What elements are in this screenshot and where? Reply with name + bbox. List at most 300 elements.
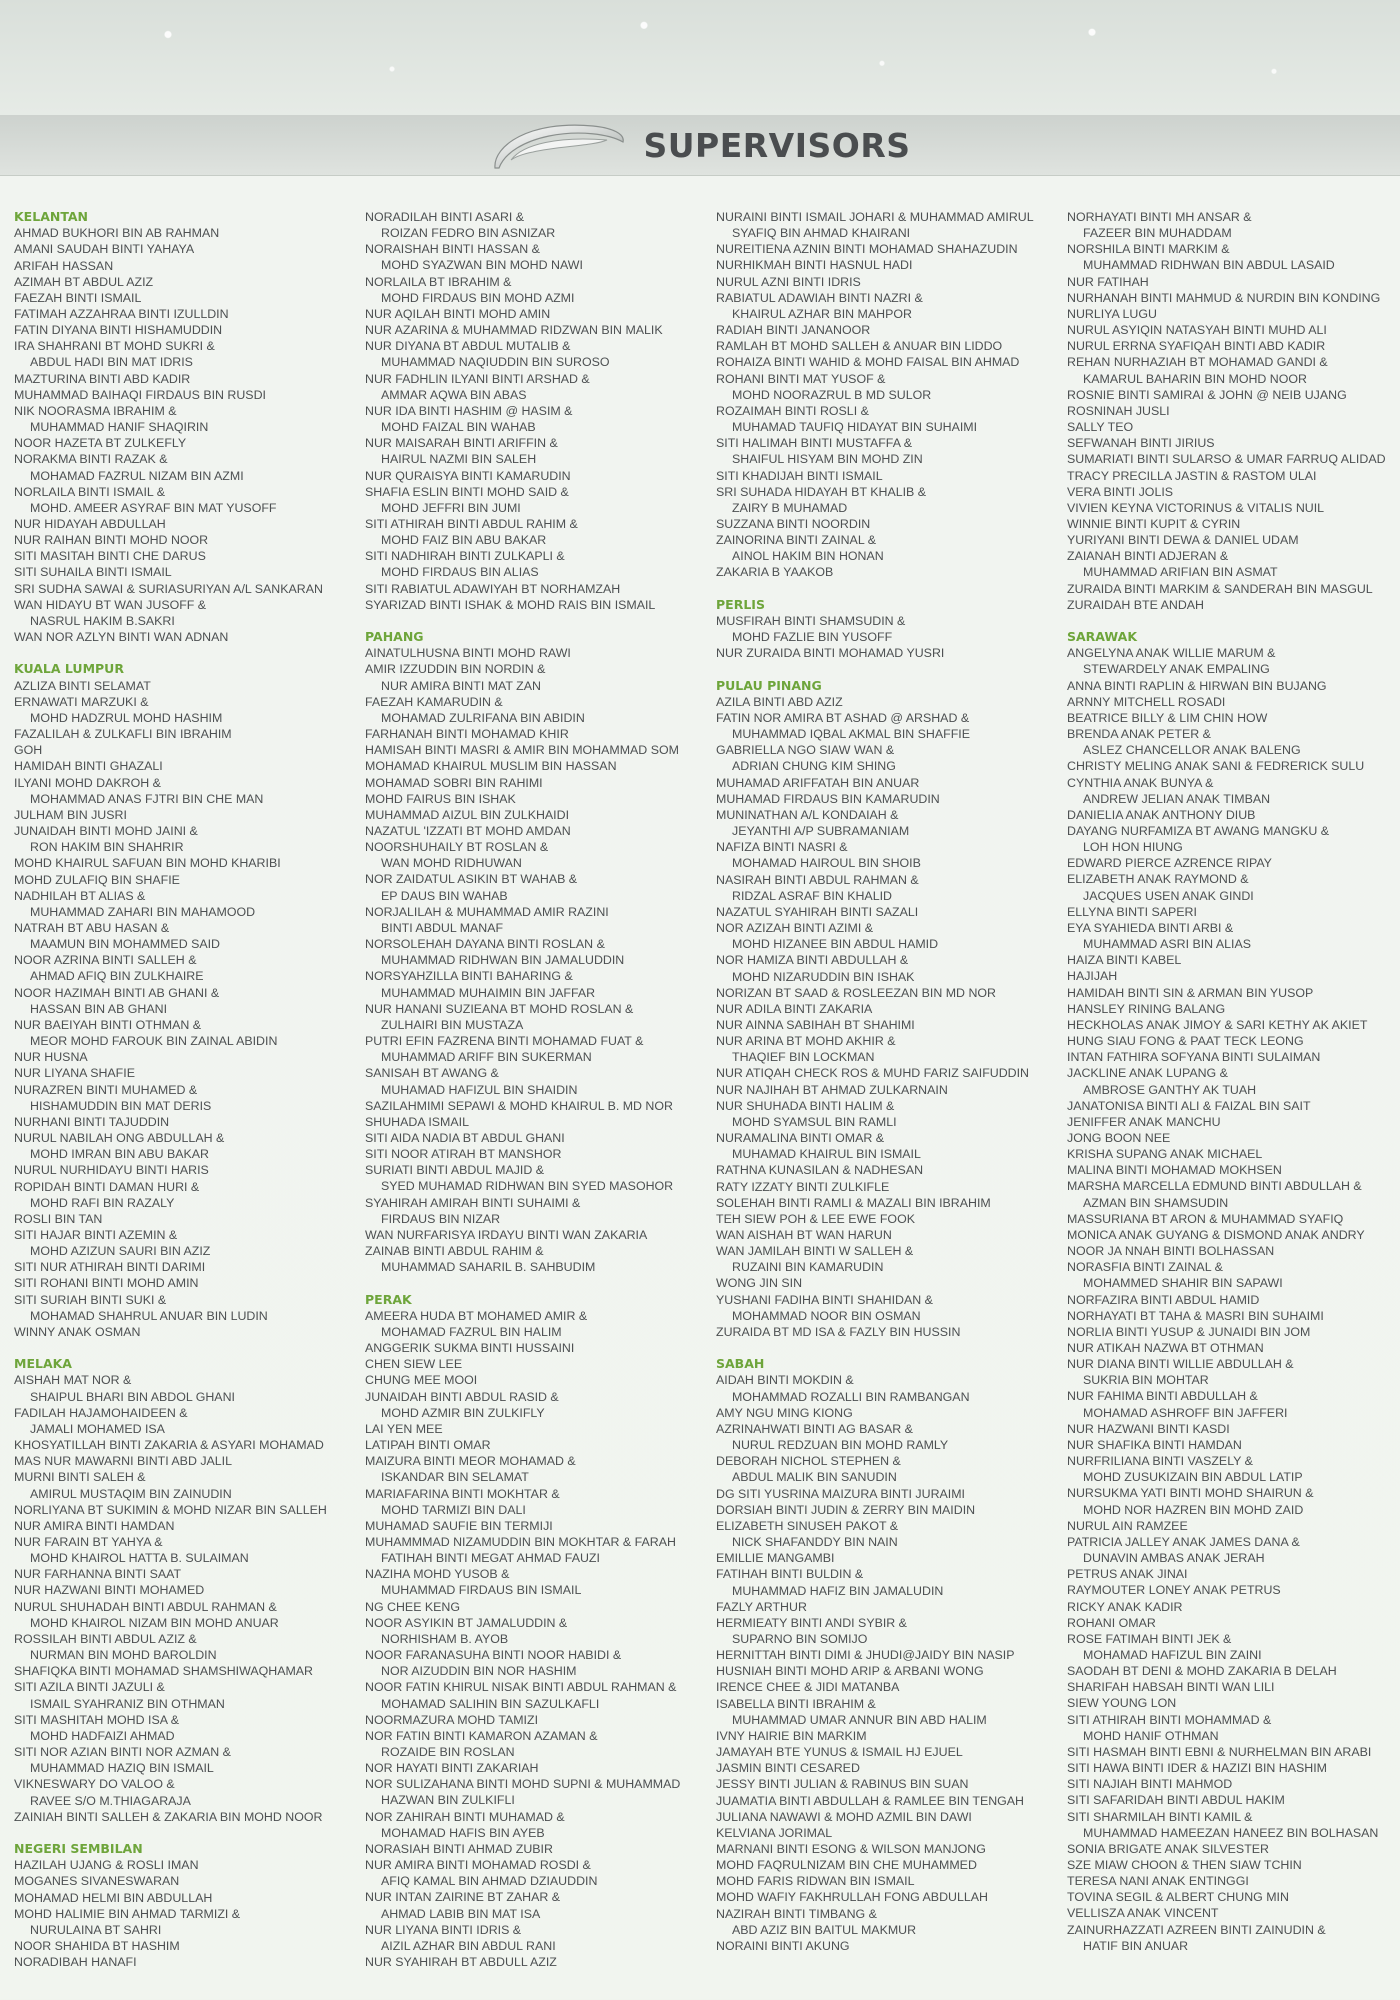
supervisor-name-line: MALINA BINTI MOHAMAD MOKHSEN (1067, 1163, 1282, 1178)
supervisor-name-line: NUR HAZWANI BINTI MOHAMED (14, 1583, 205, 1598)
supervisor-name-line: NOR FATIN BINTI KAMARON AZAMAN & (365, 1728, 598, 1743)
supervisor-name-line: AIZIL AZHAR BIN ABDUL RANI (381, 1938, 556, 1953)
supervisor-name-line: JENIFFER ANAK MANCHU (1067, 1114, 1221, 1129)
supervisor-name-line: ISABELLA BINTI IBRAHIM & (716, 1696, 876, 1711)
supervisor-name-line: MUHAMMAD ARIFF BIN SUKERMAN (381, 1050, 592, 1065)
supervisor-name-line: KRISHA SUPANG ANAK MICHAEL (1067, 1147, 1263, 1162)
supervisor-name-line: AMMAR AQWA BIN ABAS (381, 387, 527, 402)
supervisor-name-line: NUR ADILA BINTI ZAKARIA (716, 1001, 873, 1016)
supervisor-name-line: WAN AISHAH BT WAN HARUN (716, 1228, 892, 1242)
supervisor-name-line: NURUL SHUHADAH BINTI ABDUL RAHMAN & (14, 1599, 277, 1614)
supervisor-name-line: EYA SYAHIEDA BINTI ARBI & (1067, 920, 1234, 935)
supervisor-name-line: SALLY TEO (1067, 420, 1134, 435)
supervisor-name-line: SUMARIATI BINTI SULARSO & UMAR FARRUQ ALIDAD (1067, 452, 1386, 467)
supervisor-name-line: MOHD FAIRUS BIN ISHAK (365, 791, 516, 806)
supervisor-name-line: MOHAMAD SHAHRUL ANUAR BIN LUDIN (30, 1308, 268, 1323)
supervisor-name-line: ERNAWATI MARZUKI & (14, 694, 149, 709)
supervisor-name-line: NG CHEE KENG (365, 1599, 461, 1614)
region-heading: SABAH (716, 1356, 765, 1372)
supervisor-name-line: MUHAMAD FIRDAUS BIN KAMARUDIN (716, 791, 940, 806)
supervisor-name-line: AINOL HAKIM BIN HONAN (732, 549, 884, 564)
supervisor-name-line: NUR FARAIN BT YAHYA & (14, 1535, 163, 1550)
supervisor-name-line: PUTRI EFIN FAZRENA BINTI MOHAMAD FUAT & (365, 1034, 644, 1049)
supervisor-name-line: NUR RAIHAN BINTI MOHD NOOR (14, 533, 209, 548)
supervisor-name-line: NORLAILA BINTI ISMAIL & (14, 484, 166, 499)
supervisor-name-line: NOR ZAHIRAH BINTI MUHAMAD & (365, 1809, 565, 1824)
supervisor-name-line: MOHAMAD HAIROUL BIN SHOIB (732, 856, 921, 871)
supervisor-name-line: SITI NADHIRAH BINTI ZULKAPLI & (365, 549, 565, 564)
supervisor-name-line: NUR AMIRA BINTI MOHAMAD ROSDI & (365, 1858, 591, 1873)
supervisor-name-line: IRA SHAHRANI BT MOHD SUKRI & (14, 339, 215, 354)
supervisor-name-line: CHRISTY MELING ANAK SANI & FEDRERICK SULU (1067, 759, 1365, 774)
section-gap (365, 1275, 705, 1291)
supervisor-name-line: SHAIPUL BHARI BIN ABDOL GHANI (30, 1389, 235, 1404)
supervisor-name-line: ZAIANAH BINTI ADJERAN & (1067, 549, 1229, 564)
supervisor-name-line: ISKANDAR BIN SELAMAT (381, 1470, 529, 1485)
page-header (0, 115, 1400, 176)
supervisor-name-line: SITI SUHAILA BINTI ISMAIL (14, 565, 172, 580)
supervisor-name-line: MOHD FARIS RIDWAN BIN ISMAIL (716, 1874, 915, 1889)
supervisor-name-line: NUR SYAHIRAH BT ABDULL AZIZ (365, 1955, 557, 1970)
supervisor-name-line: ROIZAN FEDRO BIN ASNIZAR (381, 226, 556, 241)
supervisor-name-line: JASMIN BINTI CESARED (716, 1761, 860, 1776)
section-gap (716, 1340, 1056, 1356)
section-gap (716, 581, 1056, 597)
supervisor-name-line: JUAMATIA BINTI ABDULLAH & RAMLEE BIN TENGAH (716, 1793, 1025, 1808)
supervisor-name-line: JACQUES USEN ANAK GINDI (1083, 888, 1254, 903)
supervisor-name-line: NURUL REDZUAN BIN MOHD RAMLY (732, 1438, 949, 1453)
supervisor-name-line: MUHAMMAD ZAHARI BIN MAHAMOOD (30, 904, 256, 919)
supervisor-name-line: ILYANI MOHD DAKROH & (14, 775, 161, 790)
supervisor-name-line: NUR LIYANA SHAFIE (14, 1066, 135, 1081)
supervisor-name-line: MAIZURA BINTI MEOR MOHAMAD & (365, 1454, 576, 1469)
supervisor-name-line: FAZEER BIN MUHADDAM (1083, 226, 1232, 241)
supervisor-name-line: WAN JAMILAH BINTI W SALLEH & (716, 1244, 914, 1259)
supervisor-name-line: MOHAMMAD ROZALLI BIN RAMBANGAN (732, 1389, 970, 1404)
supervisor-name-line: NICK SHAFANDDY BIN NAIN (732, 1535, 898, 1550)
supervisor-name-line: SRI SUDHA SAWAI & SURIASURIYAN A/L SANKARAN (14, 581, 323, 596)
supervisor-name-line: ROHANI BINTI MAT YUSOF & (716, 371, 886, 386)
supervisor-name-line: NUR ATIKAH NAZWA BT OTHMAN (1067, 1341, 1264, 1356)
supervisor-name-line: HERMIEATY BINTI ANDI SYBIR & (716, 1615, 907, 1630)
supervisor-name-line: MUHAMMAD HAZIQ BIN ISMAIL (30, 1761, 214, 1776)
supervisor-name-line: KHOSYATILLAH BINTI ZAKARIA & ASYARI MOHAMAD (14, 1438, 324, 1453)
supervisor-name-line: NUR FATIHAH (1067, 274, 1149, 289)
supervisor-name-line: SITI RABIATUL ADAWIYAH BT NORHAMZAH (365, 581, 621, 596)
supervisor-name-line: WONG JIN SIN (716, 1276, 803, 1291)
supervisor-name-line: RUZAINI BIN KAMARUDIN (732, 1260, 884, 1275)
swoosh-logo-icon (489, 116, 629, 174)
supervisor-name-line: NORLIA BINTI YUSUP & JUNAIDI BIN JOM (1067, 1324, 1311, 1339)
supervisor-name-line: MOHD HADZRUL MOHD HASHIM (30, 710, 223, 725)
supervisor-name-line: NUR HAZWANI BINTI KASDI (1067, 1421, 1230, 1436)
supervisor-name-line: ROSNIE BINTI SAMIRAI & JOHN @ NEIB UJANG (1067, 387, 1347, 402)
supervisor-name-line: SYAHIRAH AMIRAH BINTI SUHAIMI & (365, 1195, 581, 1210)
supervisor-name-line: AIDAH BINTI MOKDIN & (716, 1373, 854, 1388)
supervisor-name-line: NORAISHAH BINTI HASSAN & (365, 242, 540, 257)
supervisor-name-line: SOLEHAH BINTI RAMLI & MAZALI BIN IBRAHIM (716, 1195, 991, 1210)
supervisor-name-line: NUR HUSNA (14, 1050, 88, 1065)
supervisor-name-line: NURUL ERRNA SYAFIQAH BINTI ABD KADIR (1067, 339, 1326, 354)
supervisor-name-line: NURUL NURHIDAYU BINTI HARIS (14, 1163, 209, 1178)
supervisor-name-line: WAN NURFARISYA IRDAYU BINTI WAN ZAKARIA (365, 1227, 648, 1242)
supervisor-name-line: ROHAIZA BINTI WAHID & MOHD FAISAL BIN AHMAD (716, 355, 1020, 370)
supervisor-name-line: NURHANAH BINTI MAHMUD & NURDIN BIN KONDING (1067, 290, 1381, 305)
supervisor-name-line: BINTI ABDUL MANAF (381, 920, 504, 935)
supervisor-name-line: SITI NUR ATHIRAH BINTI DARIMI (14, 1260, 206, 1275)
supervisor-name-line: DORSIAH BINTI JUDIN & ZERRY BIN MAIDIN (716, 1502, 976, 1517)
supervisor-name-line: LATIPAH BINTI OMAR (365, 1438, 491, 1453)
supervisor-name-line: NOR HAMIZA BINTI ABDULLAH & (716, 953, 909, 968)
supervisor-name-line: SITI AZILA BINTI JAZULI & (14, 1680, 165, 1695)
supervisor-name-line: ZURAIDA BT MD ISA & FAZLY BIN HUSSIN (716, 1324, 961, 1339)
supervisor-name-line: RON HAKIM BIN SHAHRIR (30, 840, 184, 855)
supervisor-name-line: MUHAMMAD NAQIUDDIN BIN SUROSO (381, 355, 610, 370)
supervisor-name-line: MUHAMMAD RIDHWAN BIN JAMALUDDIN (381, 953, 625, 968)
supervisor-name-line: EDWARD PIERCE AZRENCE RIPAY (1067, 856, 1272, 871)
supervisor-name-line: FAEZAH KAMARUDIN & (365, 694, 503, 709)
supervisor-name-line: HUNG SIAU FONG & PAAT TECK LEONG (1067, 1034, 1304, 1049)
supervisor-name-line: SITI SAFARIDAH BINTI ABDUL HAKIM (1067, 1793, 1285, 1808)
supervisor-name-line: NURUL AZNI BINTI IDRIS (716, 274, 861, 289)
supervisor-name-line: MOHD KHAIROL HATTA B. SULAIMAN (30, 1551, 249, 1566)
supervisor-name-line: VIKNESWARY DO VALOO & (14, 1777, 175, 1792)
supervisor-name-line: SEFWANAH BINTI JIRIUS (1067, 436, 1215, 451)
supervisor-name-line: SAODAH BT DENI & MOHD ZAKARIA B DELAH (1067, 1664, 1337, 1679)
supervisor-name-line: REHAN NURHAZIAH BT MOHAMAD GANDI & (1067, 355, 1328, 370)
supervisor-name-line: MOHD FAIZAL BIN WAHAB (381, 420, 536, 435)
supervisor-name-line: ARIFAH HASSAN (14, 258, 114, 273)
supervisor-name-line: NOR AIZUDDIN BIN NOR HASHIM (381, 1664, 577, 1679)
supervisor-name-line: MOHD FIRDAUS BIN ALIAS (381, 565, 539, 580)
supervisor-name-line: NOOR ASYIKIN BT JAMALUDDIN & (365, 1615, 568, 1630)
supervisor-name-line: ROHANI OMAR (1067, 1615, 1156, 1630)
supervisor-name-line: ABDUL MALIK BIN SANUDIN (732, 1470, 897, 1485)
supervisor-name-line: GOH (14, 743, 43, 758)
supervisor-name-line: JANATONISA BINTI ALI & FAIZAL BIN SAIT (1067, 1098, 1311, 1113)
supervisor-name-line: NUR AINNA SABIHAH BT SHAHIMI (716, 1017, 915, 1032)
supervisor-name-line: AMY NGU MING KIONG (716, 1405, 853, 1420)
supervisor-name-line: ZAKARIA B YAAKOB (716, 565, 834, 580)
region-heading: MELAKA (14, 1356, 72, 1372)
supervisor-name-line: FAZALILAH & ZULKAFLI BIN IBRAHIM (14, 727, 232, 742)
supervisor-name-line: AMEERA HUDA BT MOHAMED AMIR & (365, 1308, 588, 1323)
supervisor-name-line: HAMIDAH BINTI SIN & ARMAN BIN YUSOP (1067, 985, 1314, 1000)
column-3 (716, 209, 1056, 1994)
supervisor-name-line: WINNY ANAK OSMAN (14, 1324, 141, 1339)
supervisor-name-line: NURAINI BINTI ISMAIL JOHARI & MUHAMMAD AMIRUL (716, 210, 1034, 224)
supervisor-name-line: MOHAMMAD NOOR BIN OSMAN (732, 1308, 921, 1323)
supervisor-name-line: SITI HAJAR BINTI AZEMIN & (14, 1227, 178, 1242)
supervisor-name-line: DUNAVIN AMBAS ANAK JERAH (1083, 1551, 1265, 1566)
supervisor-name-line: MOHD RAFI BIN RAZALY (30, 1195, 175, 1210)
region-heading: SARAWAK (1067, 629, 1138, 645)
supervisor-name-line: NUREITIENA AZNIN BINTI MOHAMAD SHAHAZUDIN (716, 242, 1018, 257)
supervisor-name-line: NORLIYANA BT SUKIMIN & MOHD NIZAR BIN SALLEH (14, 1502, 327, 1517)
supervisor-name-line: MOHAMAD ZULRIFANA BIN ABIDIN (381, 710, 585, 725)
supervisor-name-line: MOHD FIRDAUS BIN MOHD AZMI (381, 290, 575, 305)
supervisor-name-line: EP DAUS BIN WAHAB (381, 888, 508, 903)
region-heading: KELANTAN (14, 209, 89, 224)
supervisor-name-line: MOHD FAQRULNIZAM BIN CHE MUHAMMED (716, 1858, 977, 1873)
supervisor-name-line: SZE MIAW CHOON & THEN SIAW TCHIN (1067, 1858, 1302, 1873)
supervisor-name-line: NORHAYATI BINTI MH ANSAR & (1067, 210, 1252, 224)
section-gap (14, 645, 354, 661)
header-inner (0, 115, 1400, 175)
supervisor-name-line: MOHD. AMEER ASYRAF BIN MAT YUSOFF (30, 500, 277, 515)
supervisor-name-line: EMILLIE MANGAMBI (716, 1551, 835, 1566)
supervisor-name-line: SHAFIQKA BINTI MOHAMAD SHAMSHIWAQHAMAR (14, 1664, 314, 1679)
supervisor-name-line: NURULAINA BT SAHRI (30, 1922, 162, 1937)
column-2 (365, 209, 705, 1994)
supervisor-name-line: MARNANI BINTI ESONG & WILSON MANJONG (716, 1842, 986, 1857)
supervisor-name-line: NOOR FATIN KHIRUL NISAK BINTI ABDUL RAHMAN & (365, 1680, 677, 1695)
supervisor-name-line: AMIRUL MUSTAQIM BIN ZAINUDIN (30, 1486, 232, 1501)
supervisor-name-line: MOHD SYAMSUL BIN RAMLI (732, 1114, 897, 1129)
supervisor-name-line: WAN MOHD RIDHUWAN (381, 856, 522, 871)
supervisor-name-line: PATRICIA JALLEY ANAK JAMES DANA & (1067, 1534, 1300, 1549)
supervisor-name-line: NATRAH BT ABU HASAN & (14, 921, 170, 935)
supervisor-name-line: MURNI BINTI SALEH & (14, 1470, 146, 1485)
supervisor-name-line: MOHD ZUSUKIZAIN BIN ABDUL LATIP (1083, 1470, 1303, 1485)
section-gap (1067, 613, 1400, 629)
supervisor-name-line: AHMAD AFIQ BIN ZULKHAIRE (30, 969, 204, 984)
supervisor-name-line: NORHAYATI BT TAHA & MASRI BIN SUHAIMI (1067, 1308, 1324, 1323)
supervisor-name-line: MOHAMAD SOBRI BIN RAHIMI (365, 775, 543, 790)
supervisor-name-line: NORJALILAH & MUHAMMAD AMIR RAZINI (365, 904, 609, 919)
supervisor-name-line: AHMAD BUKHORI BIN AB RAHMAN (14, 226, 220, 241)
supervisor-name-line: SURIATI BINTI ABDUL MAJID & (365, 1163, 545, 1178)
supervisor-name-line: MUHAMMAD MUHAIMIN BIN JAFFAR (381, 985, 596, 1000)
supervisor-name-line: MEOR MOHD FAROUK BIN ZAINAL ABIDIN (30, 1034, 278, 1049)
supervisor-name-line: ASLEZ CHANCELLOR ANAK BALENG (1083, 743, 1301, 758)
supervisor-name-line: SHUHADA ISMAIL (365, 1114, 469, 1129)
supervisor-name-line: NUR AMIRA BINTI HAMDAN (14, 1518, 175, 1533)
supervisor-name-line: ABDUL HADI BIN MAT IDRIS (30, 355, 193, 370)
supervisor-name-line: MOHD KHAIRUL SAFUAN BIN MOHD KHARIBI (14, 856, 281, 871)
supervisor-name-line: CHUNG MEE MOOI (365, 1373, 478, 1388)
supervisor-name-line: NUR AQILAH BINTI MOHD AMIN (365, 306, 551, 321)
supervisor-name-line: MOHAMAD FAZRUL NIZAM BIN AZMI (30, 468, 244, 483)
supervisor-name-line: CHEN SIEW LEE (365, 1357, 463, 1372)
supervisor-name-line: CYNTHIA ANAK BUNYA & (1067, 775, 1214, 790)
supervisor-name-line: NOR ZAIDATUL ASIKIN BT WAHAB & (365, 872, 578, 887)
supervisor-name-line: MUHAMMAD ARIFIAN BIN ASMAT (1083, 565, 1278, 580)
supervisor-name-line: SITI MASHITAH MOHD ISA & (14, 1712, 179, 1727)
supervisor-name-line: MOHD HALIMIE BIN AHMAD TARMIZI & (14, 1906, 241, 1921)
supervisor-name-line: HAMIDAH BINTI GHAZALI (14, 759, 163, 774)
supervisor-name-line: RATHNA KUNASILAN & NADHESAN (716, 1163, 924, 1178)
supervisor-name-line: MUHAMMAD ASRI BIN ALIAS (1083, 937, 1251, 952)
supervisor-name-line: MOHD SYAZWAN BIN MOHD NAWI (381, 258, 583, 273)
supervisor-name-line: ZAINAB BINTI ABDUL RAHIM & (365, 1244, 544, 1259)
section-gap (14, 1825, 354, 1841)
supervisor-name-line: JULIANA NAWAWI & MOHD AZMIL BIN DAWI (716, 1809, 972, 1824)
supervisor-name-line: SITI ATHIRAH BINTI MOHAMMAD & (1067, 1712, 1272, 1727)
supervisor-name-line: FATIMAH AZZAHRAA BINTI IZULLDIN (14, 306, 229, 321)
supervisor-name-line: MARSHA MARCELLA EDMUND BINTI ABDULLAH & (1067, 1179, 1362, 1194)
supervisor-name-line: ROPIDAH BINTI DAMAN HURI & (14, 1179, 200, 1194)
supervisor-name-line: FAZLY ARTHUR (716, 1599, 807, 1614)
supervisor-name-line: NUR QURAISYA BINTI KAMARUDIN (365, 468, 571, 483)
supervisor-name-line: MAS NUR MAWARNI BINTI ABD JALIL (14, 1454, 233, 1469)
supervisor-name-line: NORADIBAH HANAFI (14, 1955, 137, 1970)
supervisor-name-line: MOHAMAD ASHROFF BIN JAFFERI (1083, 1405, 1288, 1420)
supervisor-name-line: ELIZABETH ANAK RAYMOND & (1067, 872, 1249, 887)
supervisor-name-line: KAMARUL BAHARIN BIN MOHD NOOR (1083, 371, 1307, 386)
supervisor-name-line: LOH HON HIUNG (1083, 840, 1183, 855)
supervisor-name-line: HASSAN BIN AB GHANI (30, 1001, 168, 1016)
supervisor-name-line: NUR LIYANA BINTI IDRIS & (365, 1922, 522, 1937)
supervisor-name-line: MUHAMMAD HAFIZ BIN JAMALUDIN (732, 1583, 944, 1598)
supervisor-name-line: MOHD KHAIROL NIZAM BIN MOHD ANUAR (30, 1615, 279, 1630)
supervisor-name-line: RIDZAL ASRAF BIN KHALID (732, 888, 892, 903)
supervisor-name-line: WAN HIDAYU BT WAN JUSOFF & (14, 597, 207, 612)
supervisor-name-line: MOHD TARMIZI BIN DALI (381, 1502, 526, 1517)
supervisor-name-line: NUR FADHLIN ILYANI BINTI ARSHAD & (365, 371, 590, 386)
supervisor-name-line: YUSHANI FADIHA BINTI SHAHIDAN & (716, 1292, 933, 1307)
supervisor-name-line: MUHAMAD HAFIZUL BIN SHAIDIN (381, 1082, 578, 1097)
section-gap (716, 661, 1056, 677)
supervisor-name-line: MUHAMMAD HAMEEZAN HANEEZ BIN BOLHASAN (1083, 1825, 1379, 1840)
supervisor-name-line: MOHD FAIZ BIN ABU BAKAR (381, 533, 547, 548)
supervisor-name-line: SRI SUHADA HIDAYAH BT KHALIB & (716, 484, 927, 499)
supervisor-name-line: NUR INTAN ZAIRINE BT ZAHAR & (365, 1890, 561, 1905)
supervisor-name-line: NOOR SHAHIDA BT HASHIM (14, 1939, 180, 1953)
supervisor-name-line: JESSY BINTI JULIAN & RABINUS BIN SUAN (716, 1777, 969, 1792)
supervisor-name-line: ZURAIDA BINTI MARKIM & SANDERAH BIN MASGUL (1067, 581, 1373, 596)
supervisor-name-line: JUNAIDAH BINTI MOHD JAINI & (14, 824, 198, 839)
supervisor-name-line: NUR MAISARAH BINTI ARIFFIN & (365, 436, 558, 451)
region-heading: PULAU PINANG (716, 677, 822, 693)
supervisor-name-line: THAQIEF BIN LOCKMAN (732, 1050, 875, 1065)
supervisor-name-line: NAZIHA MOHD YUSOB & (365, 1567, 510, 1582)
supervisor-name-line: ADRIAN CHUNG KIM SHING (732, 759, 896, 774)
supervisor-name-line: AFIQ KAMAL BIN AHMAD DZIAUDDIN (381, 1874, 598, 1889)
supervisor-name-line: ANDREW JELIAN ANAK TIMBAN (1083, 791, 1271, 806)
supervisor-name-line: MOHD WAFIY FAKHRULLAH FONG ABDULLAH (716, 1890, 988, 1905)
supervisor-name-line: AZLIZA BINTI SELAMAT (14, 678, 151, 693)
supervisor-name-line: MOHD AZIZUN SAURI BIN AZIZ (30, 1244, 211, 1259)
supervisor-name-line: NORHISHAM B. AYOB (381, 1631, 509, 1646)
supervisor-name-line: RATY IZZATY BINTI ZULKIFLE (716, 1179, 890, 1194)
supervisor-name-line: SITI NOR AZIAN BINTI NOR AZMAN & (14, 1745, 231, 1760)
supervisor-name-line: TOVINA SEGIL & ALBERT CHUNG MIN (1067, 1890, 1289, 1905)
supervisor-name-line: MAAMUN BIN MOHAMMED SAID (30, 937, 220, 952)
region-heading: PAHANG (365, 629, 424, 645)
supervisor-name-line: NORASFIA BINTI ZAINAL & (1067, 1260, 1223, 1275)
supervisor-name-line: SHAIFUL HISYAM BIN MOHD ZIN (732, 452, 923, 467)
supervisor-name-line: NUR AMIRA BINTI MAT ZAN (381, 678, 541, 693)
supervisor-name-line: NURUL NABILAH ONG ABDULLAH & (14, 1131, 225, 1146)
supervisor-name-line: NIK NOORASMA IBRAHIM & (14, 403, 177, 418)
supervisor-name-line: ZAINIAH BINTI SALLEH & ZAKARIA BIN MOHD NOOR (14, 1809, 323, 1824)
supervisor-name-line: SUZZANA BINTI NOORDIN (716, 516, 871, 531)
supervisor-name-line: ANGGERIK SUKMA BINTI HUSSAINI (365, 1341, 575, 1356)
supervisor-name-line: NURLIYA LUGU (1067, 306, 1157, 321)
supervisor-name-line: BRENDA ANAK PETER & (1067, 727, 1211, 742)
supervisor-name-line: NUR FAHIMA BINTI ABDULLAH & (1067, 1389, 1258, 1404)
supervisor-name-line: FIRDAUS BIN NIZAR (381, 1211, 501, 1226)
supervisor-name-line: DEBORAH NICHOL STEPHEN & (716, 1454, 901, 1469)
supervisor-name-line: MASSURIANA BT ARON & MUHAMMAD SYAFIQ (1067, 1211, 1344, 1226)
supervisor-name-line: MUHAMMAD IQBAL AKMAL BIN SHAFFIE (732, 727, 970, 742)
supervisor-name-line: SHAFIA ESLIN BINTI MOHD SAID & (365, 484, 569, 499)
supervisor-name-line: MOHD AZMIR BIN ZULKIFLY (381, 1405, 545, 1420)
supervisor-name-line: HECKHOLAS ANAK JIMOY & SARI KETHY AK AKIET (1067, 1017, 1368, 1032)
supervisor-name-line: HAZWAN BIN ZULKIFLI (381, 1793, 515, 1808)
supervisor-name-line: MUHAMMAD UMAR ANNUR BIN ABD HALIM (732, 1712, 987, 1727)
supervisor-name-line: IRENCE CHEE & JIDI MATANBA (716, 1680, 900, 1695)
supervisor-name-line: DANIELIA ANAK ANTHONY DIUB (1067, 807, 1256, 822)
supervisor-name-line: NURHANI BINTI TAJUDDIN (14, 1114, 170, 1129)
supervisor-name-line: SYARIZAD BINTI ISHAK & MOHD RAIS BIN ISMAIL (365, 597, 656, 612)
supervisor-name-line: NURAMALINA BINTI OMAR & (716, 1131, 884, 1146)
supervisor-name-line: ZAINURHAZZATI AZREEN BINTI ZAINUDIN & (1067, 1922, 1326, 1937)
supervisor-name-line: SITI HAWA BINTI IDER & HAZIZI BIN HASHIM (1067, 1761, 1327, 1776)
supervisor-name-line: INTAN FATHIRA SOFYANA BINTI SULAIMAN (1067, 1050, 1321, 1065)
supervisor-name-line: MOHAMAD HELMI BIN ABDULLAH (14, 1890, 213, 1905)
supervisor-name-line: NORAKMA BINTI RAZAK & (14, 452, 168, 467)
supervisor-columns (14, 209, 1394, 1994)
supervisor-name-line: MOGANES SIVANESWARAN (14, 1874, 180, 1889)
supervisor-name-line: DG SITI YUSRINA MAIZURA BINTI JURAIMI (716, 1486, 965, 1501)
supervisor-name-line: NADHILAH BT ALIAS & (14, 888, 146, 903)
supervisor-name-line: MUHAMMMAD NIZAMUDDIN BIN MOKHTAR & FARAH (365, 1534, 676, 1549)
supervisor-name-line: AZIMAH BT ABDUL AZIZ (14, 274, 154, 289)
supervisor-name-line: MUHAMMAD RIDHWAN BIN ABDUL LASAID (1083, 258, 1335, 273)
supervisor-name-line: FAEZAH BINTI ISMAIL (14, 290, 142, 305)
supervisor-name-line: BEATRICE BILLY & LIM CHIN HOW (1067, 710, 1268, 725)
supervisor-name-line: MUHAMMAD FIRDAUS BIN ISMAIL (381, 1583, 582, 1598)
supervisor-name-line: ROZAIDE BIN ROSLAN (381, 1745, 515, 1759)
supervisor-name-line: KHAIRUL AZHAR BIN MAHPOR (732, 306, 912, 321)
supervisor-name-line: SYED MUHAMAD RIDHWAN BIN SYED MASOHOR (381, 1179, 674, 1194)
supervisor-name-line: HAJIJAH (1067, 969, 1118, 984)
supervisor-name-line: AZMAN BIN SHAMSUDIN (1083, 1195, 1229, 1210)
supervisor-name-line: NURUL AIN RAMZEE (1067, 1518, 1188, 1533)
supervisor-name-line: MUHAMMAD SAHARIL B. SAHBUDIM (381, 1260, 596, 1275)
supervisor-name-line: SHARIFAH HABSAH BINTI WAN LILI (1067, 1680, 1275, 1695)
supervisor-name-line: NORSYAHZILLA BINTI BAHARING & (365, 969, 573, 984)
supervisor-name-line: NOR SULIZAHANA BINTI MOHD SUPNI & MUHAMMAD (365, 1777, 681, 1792)
supervisor-name-line: HISHAMUDDIN BIN MAT DERIS (30, 1098, 212, 1113)
supervisor-name-line: SITI ROHANI BINTI MOHD AMIN (14, 1276, 199, 1291)
supervisor-name-line: MUSFIRAH BINTI SHAMSUDIN & (716, 613, 906, 628)
supervisor-name-line: FATIN NOR AMIRA BT ASHAD @ ARSHAD & (716, 711, 970, 725)
supervisor-name-line: FATIHAH BINTI BULDIN & (716, 1567, 864, 1582)
supervisor-name-line: ZURAIDAH BTE ANDAH (1067, 597, 1205, 612)
supervisor-name-line: HAIRUL NAZMI BIN SALEH (381, 452, 537, 467)
supervisor-name-line: MOHD NOORAZRUL B MD SULOR (732, 387, 932, 402)
supervisor-name-line: NAZATUL 'IZZATI BT MOHD AMDAN (365, 824, 571, 839)
supervisor-name-line: HAIZA BINTI KABEL (1067, 953, 1182, 968)
supervisor-name-line: MOHAMAD KHAIRUL MUSLIM BIN HASSAN (365, 759, 617, 774)
supervisor-name-line: NAZIRAH BINTI TIMBANG & (716, 1906, 877, 1921)
supervisor-name-line: MOHD NOR HAZREN BIN MOHD ZAID (1083, 1502, 1304, 1517)
supervisor-name-line: SIEW YOUNG LON (1067, 1696, 1177, 1711)
supervisor-name-line: SITI AIDA NADIA BT ABDUL GHANI (365, 1130, 565, 1145)
supervisor-name-line: SITI KHADIJAH BINTI ISMAIL (716, 468, 883, 483)
supervisor-name-line: NUR DIYANA BT ABDUL MUTALIB & (365, 339, 571, 354)
supervisor-name-line: SITI NAJIAH BINTI MAHMOD (1067, 1777, 1233, 1792)
supervisor-name-line: NOR AZIZAH BINTI AZIMI & (716, 921, 873, 936)
supervisor-name-line: HATIF BIN ANUAR (1083, 1938, 1189, 1953)
supervisor-name-line: LAI YEN MEE (365, 1421, 443, 1436)
supervisor-name-line: HAZILAH UJANG & ROSLI IMAN (14, 1858, 199, 1873)
supervisor-name-line: MOHD IMRAN BIN ABU BAKAR (30, 1147, 210, 1162)
supervisor-name-line: MARIAFARINA BINTI MOKHTAR & (365, 1486, 560, 1501)
